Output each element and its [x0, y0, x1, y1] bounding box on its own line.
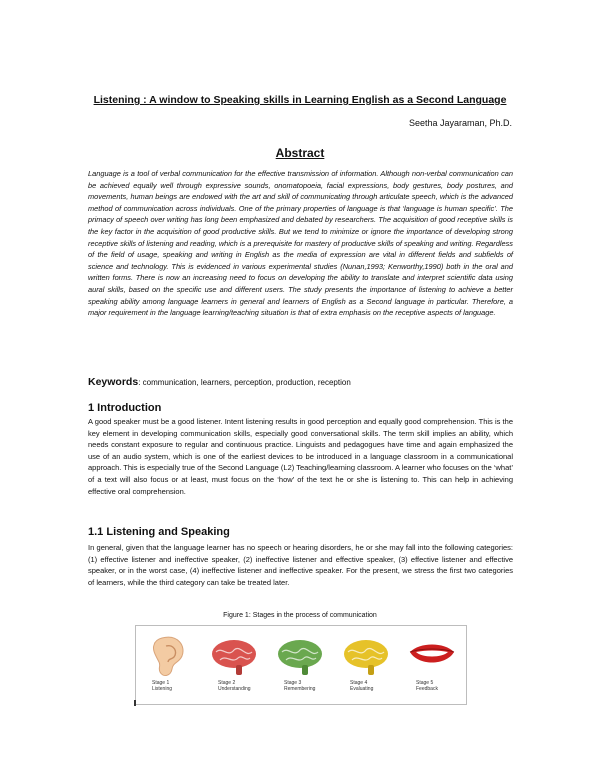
- stage-5-label: Stage 5 Feedback: [416, 680, 438, 692]
- stage-1-label: Stage 1 Listening: [152, 680, 173, 692]
- section-heading-listening-speaking: 1.1 Listening and Speaking: [88, 526, 230, 538]
- stage-1: [142, 632, 194, 692]
- keywords-separator: :: [138, 378, 141, 387]
- section-text-introduction: A good speaker must be a good listener. Intent listening results in good perception and equally good comprehension. This is the key element in developing communication skills, especially good conversational skills. The term skill implies an ability, which needs constant exposure to regular and continuous practice. Linguists and pedagogues have time and again emphasized the use of an audio system, which is one of the earliest devices to be introduced in a language classroom in a communicational approach. This is especially true of the Second Language (L2) Teaching/learning classroom. A learner who focuses on the ‘what’ of a text will also focus or at least, must focus on the ‘how’ of the text he or she is listening to. This can help in achieving effective oral comprehension.: [88, 417, 513, 496]
- brain-icon: [274, 632, 326, 680]
- figure-stages: [135, 625, 467, 705]
- stage-4-label: Stage 4 Evaluating: [350, 680, 374, 692]
- ear-icon: [142, 632, 194, 680]
- stage-2-label: Stage 2 Understanding: [218, 680, 251, 692]
- section-text-listening-speaking: In general, given that the language learner has no speech or hearing disorders, he or she may fall into the following categories: (1) effective listener and ineffective speaker, (2) ineffective listener and effective speaker, (3) effective listener and effective speaker, or in the worst case, (4) ineffective listener and ineffective speaker. For the present, we stress the first two categories of learners, while the third category can take be treated later.: [88, 543, 513, 587]
- author-name: Seetha Jayaraman, Ph.D.: [408, 118, 512, 128]
- stage-4: [340, 632, 392, 692]
- figure-caption: Figure 1: Stages in the process of communication: [223, 612, 377, 619]
- brain-icon: [340, 632, 392, 680]
- stage-3: [274, 632, 326, 692]
- keywords-label: Keywords: [88, 376, 139, 388]
- mouth-icon: [406, 632, 458, 680]
- abstract-text: Language is a tool of verbal communication for the effective transmission of information. Although non-verbal communication can be achieved equally well through expressive sounds, onomatopoeia, facial expressions, body gestures, body postures, and movements, human beings are endowed with the art and skill of communicating through articulate speech, which is the advanced method of communication across individuals. One of the primary properties of language is that ‘language is human specific’. The primacy of speech over writing has long been emphasized and debated by researchers. The acquisition of good receptive skills is the key factor in the acquisition of good productive skills. But we tend to minimize or ignore the importance of developing strong receptive skills of listening and reading, which is a prerequisite for mastery of productive skills of speaking and writing. Regardless of the field of usage, speaking and writing in English as the media of expression are vital in different fields and subfields of science and technology. This is evidenced in various experimental studies (Nunan,1993; Kenworthy,1990) both in the oral and written forms. There is now an increasing need to focus on developing the ability to translate and interpret scientific data using aural skills, based on the specific use and different users. The study presents the importance of listening to achieve a better speaking ability among language learners in general and learners of English as a Second language in particular. Therefore, a major requirement in the language learning/teaching situation is that of extra emphasis on the receptive aspects of language.: [88, 169, 513, 318]
- section-heading-introduction: 1 Introduction: [88, 402, 162, 414]
- paper-title: Listening : A window to Speaking skills in Learning English as a Second Language: [93, 94, 507, 106]
- stage-2: [208, 632, 260, 692]
- brain-icon: [208, 632, 260, 680]
- stage-5: [406, 632, 458, 692]
- abstract-heading: Abstract: [275, 146, 325, 160]
- figure-marker: [134, 700, 136, 706]
- keywords-line: [88, 376, 513, 388]
- stage-3-label: Stage 3 Remembering: [284, 680, 316, 692]
- keywords-list: communication, learners, perception, production, reception: [142, 378, 351, 387]
